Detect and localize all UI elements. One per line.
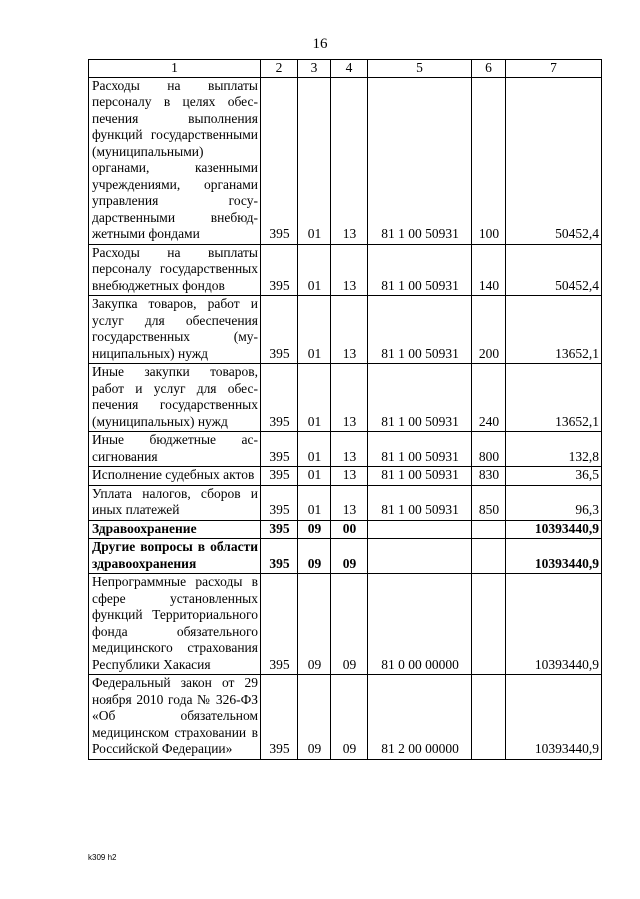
header-cell: 1 [89,60,261,78]
row-amount-cell: 13652,1 [506,364,602,432]
table-row [89,520,602,539]
header-cell: 3 [298,60,331,78]
row-subsection-cell: 09 [331,539,368,574]
row-subsection-cell: 13 [331,432,368,467]
row-expense-type-cell [472,675,506,760]
row-admin-code-cell: 395 [261,574,298,675]
row-target-article-cell [368,539,472,574]
row-section-cell: 09 [298,520,331,539]
row-section-cell: 01 [298,485,331,520]
table-body [89,77,602,759]
row-name-cell: Иные бюджетные ассигнования [89,432,261,467]
row-name-cell: Исполнение судебных актов [89,467,261,486]
row-target-article-cell: 81 0 00 00000 [368,574,472,675]
row-name-cell: Здравоохранение [89,520,261,539]
table-row [89,364,602,432]
row-expense-type-cell [472,520,506,539]
footer-code: k309 h2 [88,853,117,862]
row-expense-type-cell: 240 [472,364,506,432]
row-amount-cell: 36,5 [506,467,602,486]
row-admin-code-cell: 395 [261,244,298,296]
row-name-cell: Иные закупки товаров, работ и услуг для обеспечения государственных (муниципальных) нужд [89,364,261,432]
row-section-cell: 01 [298,467,331,486]
row-name-cell: Федеральный закон от 29 ноября 2010 года № 326-ФЗ «Об обязательном медицинском страховании в Российской Федерации» [89,675,261,760]
row-section-cell: 09 [298,539,331,574]
row-target-article-cell: 81 1 00 50931 [368,485,472,520]
row-amount-cell: 50452,4 [506,77,602,244]
row-name-cell: Закупка товаров, работ и услуг для обеспечения государственных (муниципальных) нужд [89,296,261,364]
row-amount-cell: 10393440,9 [506,574,602,675]
table-header-row [89,60,602,78]
row-target-article-cell: 81 1 00 50931 [368,432,472,467]
header-cell: 4 [331,60,368,78]
header-cell: 2 [261,60,298,78]
row-name-cell: Расходы на выплаты персоналу государственных внебюджетных фондов [89,244,261,296]
row-admin-code-cell: 395 [261,296,298,364]
row-expense-type-cell: 800 [472,432,506,467]
header-cell: 6 [472,60,506,78]
row-name-cell: Другие вопросы в области здравоохранения [89,539,261,574]
row-target-article-cell: 81 1 00 50931 [368,244,472,296]
row-section-cell: 01 [298,244,331,296]
table-row [89,574,602,675]
row-subsection-cell: 13 [331,467,368,486]
row-expense-type-cell: 140 [472,244,506,296]
row-expense-type-cell [472,539,506,574]
row-admin-code-cell: 395 [261,539,298,574]
row-expense-type-cell: 850 [472,485,506,520]
row-name-cell: Уплата налогов, сборов и иных платежей [89,485,261,520]
row-subsection-cell: 09 [331,574,368,675]
row-target-article-cell: 81 1 00 50931 [368,77,472,244]
row-section-cell: 01 [298,296,331,364]
row-subsection-cell: 13 [331,485,368,520]
row-subsection-cell: 13 [331,244,368,296]
row-amount-cell: 50452,4 [506,244,602,296]
row-section-cell: 01 [298,364,331,432]
row-subsection-cell: 13 [331,364,368,432]
row-target-article-cell [368,520,472,539]
table-row [89,485,602,520]
table-row [89,675,602,760]
row-section-cell: 09 [298,574,331,675]
row-admin-code-cell: 395 [261,364,298,432]
row-section-cell: 01 [298,432,331,467]
row-admin-code-cell: 395 [261,77,298,244]
row-subsection-cell: 09 [331,675,368,760]
row-amount-cell: 132,8 [506,432,602,467]
row-amount-cell: 13652,1 [506,296,602,364]
budget-table [88,59,602,760]
row-expense-type-cell: 200 [472,296,506,364]
row-amount-cell: 96,3 [506,485,602,520]
table-row [89,467,602,486]
row-target-article-cell: 81 1 00 50931 [368,467,472,486]
row-expense-type-cell: 100 [472,77,506,244]
row-section-cell: 09 [298,675,331,760]
row-section-cell: 01 [298,77,331,244]
row-admin-code-cell: 395 [261,675,298,760]
header-cell: 5 [368,60,472,78]
row-admin-code-cell: 395 [261,432,298,467]
table-row [89,432,602,467]
page-number: 16 [312,36,328,52]
table-row [89,539,602,574]
header-cell: 7 [506,60,602,78]
row-target-article-cell: 81 1 00 50931 [368,364,472,432]
row-amount-cell: 10393440,9 [506,520,602,539]
row-admin-code-cell: 395 [261,520,298,539]
table-row [89,77,602,244]
table-row [89,296,602,364]
table-row [89,244,602,296]
row-name-cell: Расходы на выплаты персоналу в целях обеспечения выполнения функций государственными (муниципальными) органами, казенными учреждениями, органами управления государственными внебюджетными фондами [89,77,261,244]
row-expense-type-cell: 830 [472,467,506,486]
row-target-article-cell: 81 1 00 50931 [368,296,472,364]
row-amount-cell: 10393440,9 [506,675,602,760]
row-name-cell: Непрограммные расходы в сфере установленных функций Территориального фонда обязательного медицинского страхования Республики Хакасия [89,574,261,675]
row-amount-cell: 10393440,9 [506,539,602,574]
row-subsection-cell: 13 [331,296,368,364]
row-expense-type-cell [472,574,506,675]
row-target-article-cell: 81 2 00 00000 [368,675,472,760]
row-subsection-cell: 13 [331,77,368,244]
row-admin-code-cell: 395 [261,485,298,520]
row-subsection-cell: 00 [331,520,368,539]
row-admin-code-cell: 395 [261,467,298,486]
